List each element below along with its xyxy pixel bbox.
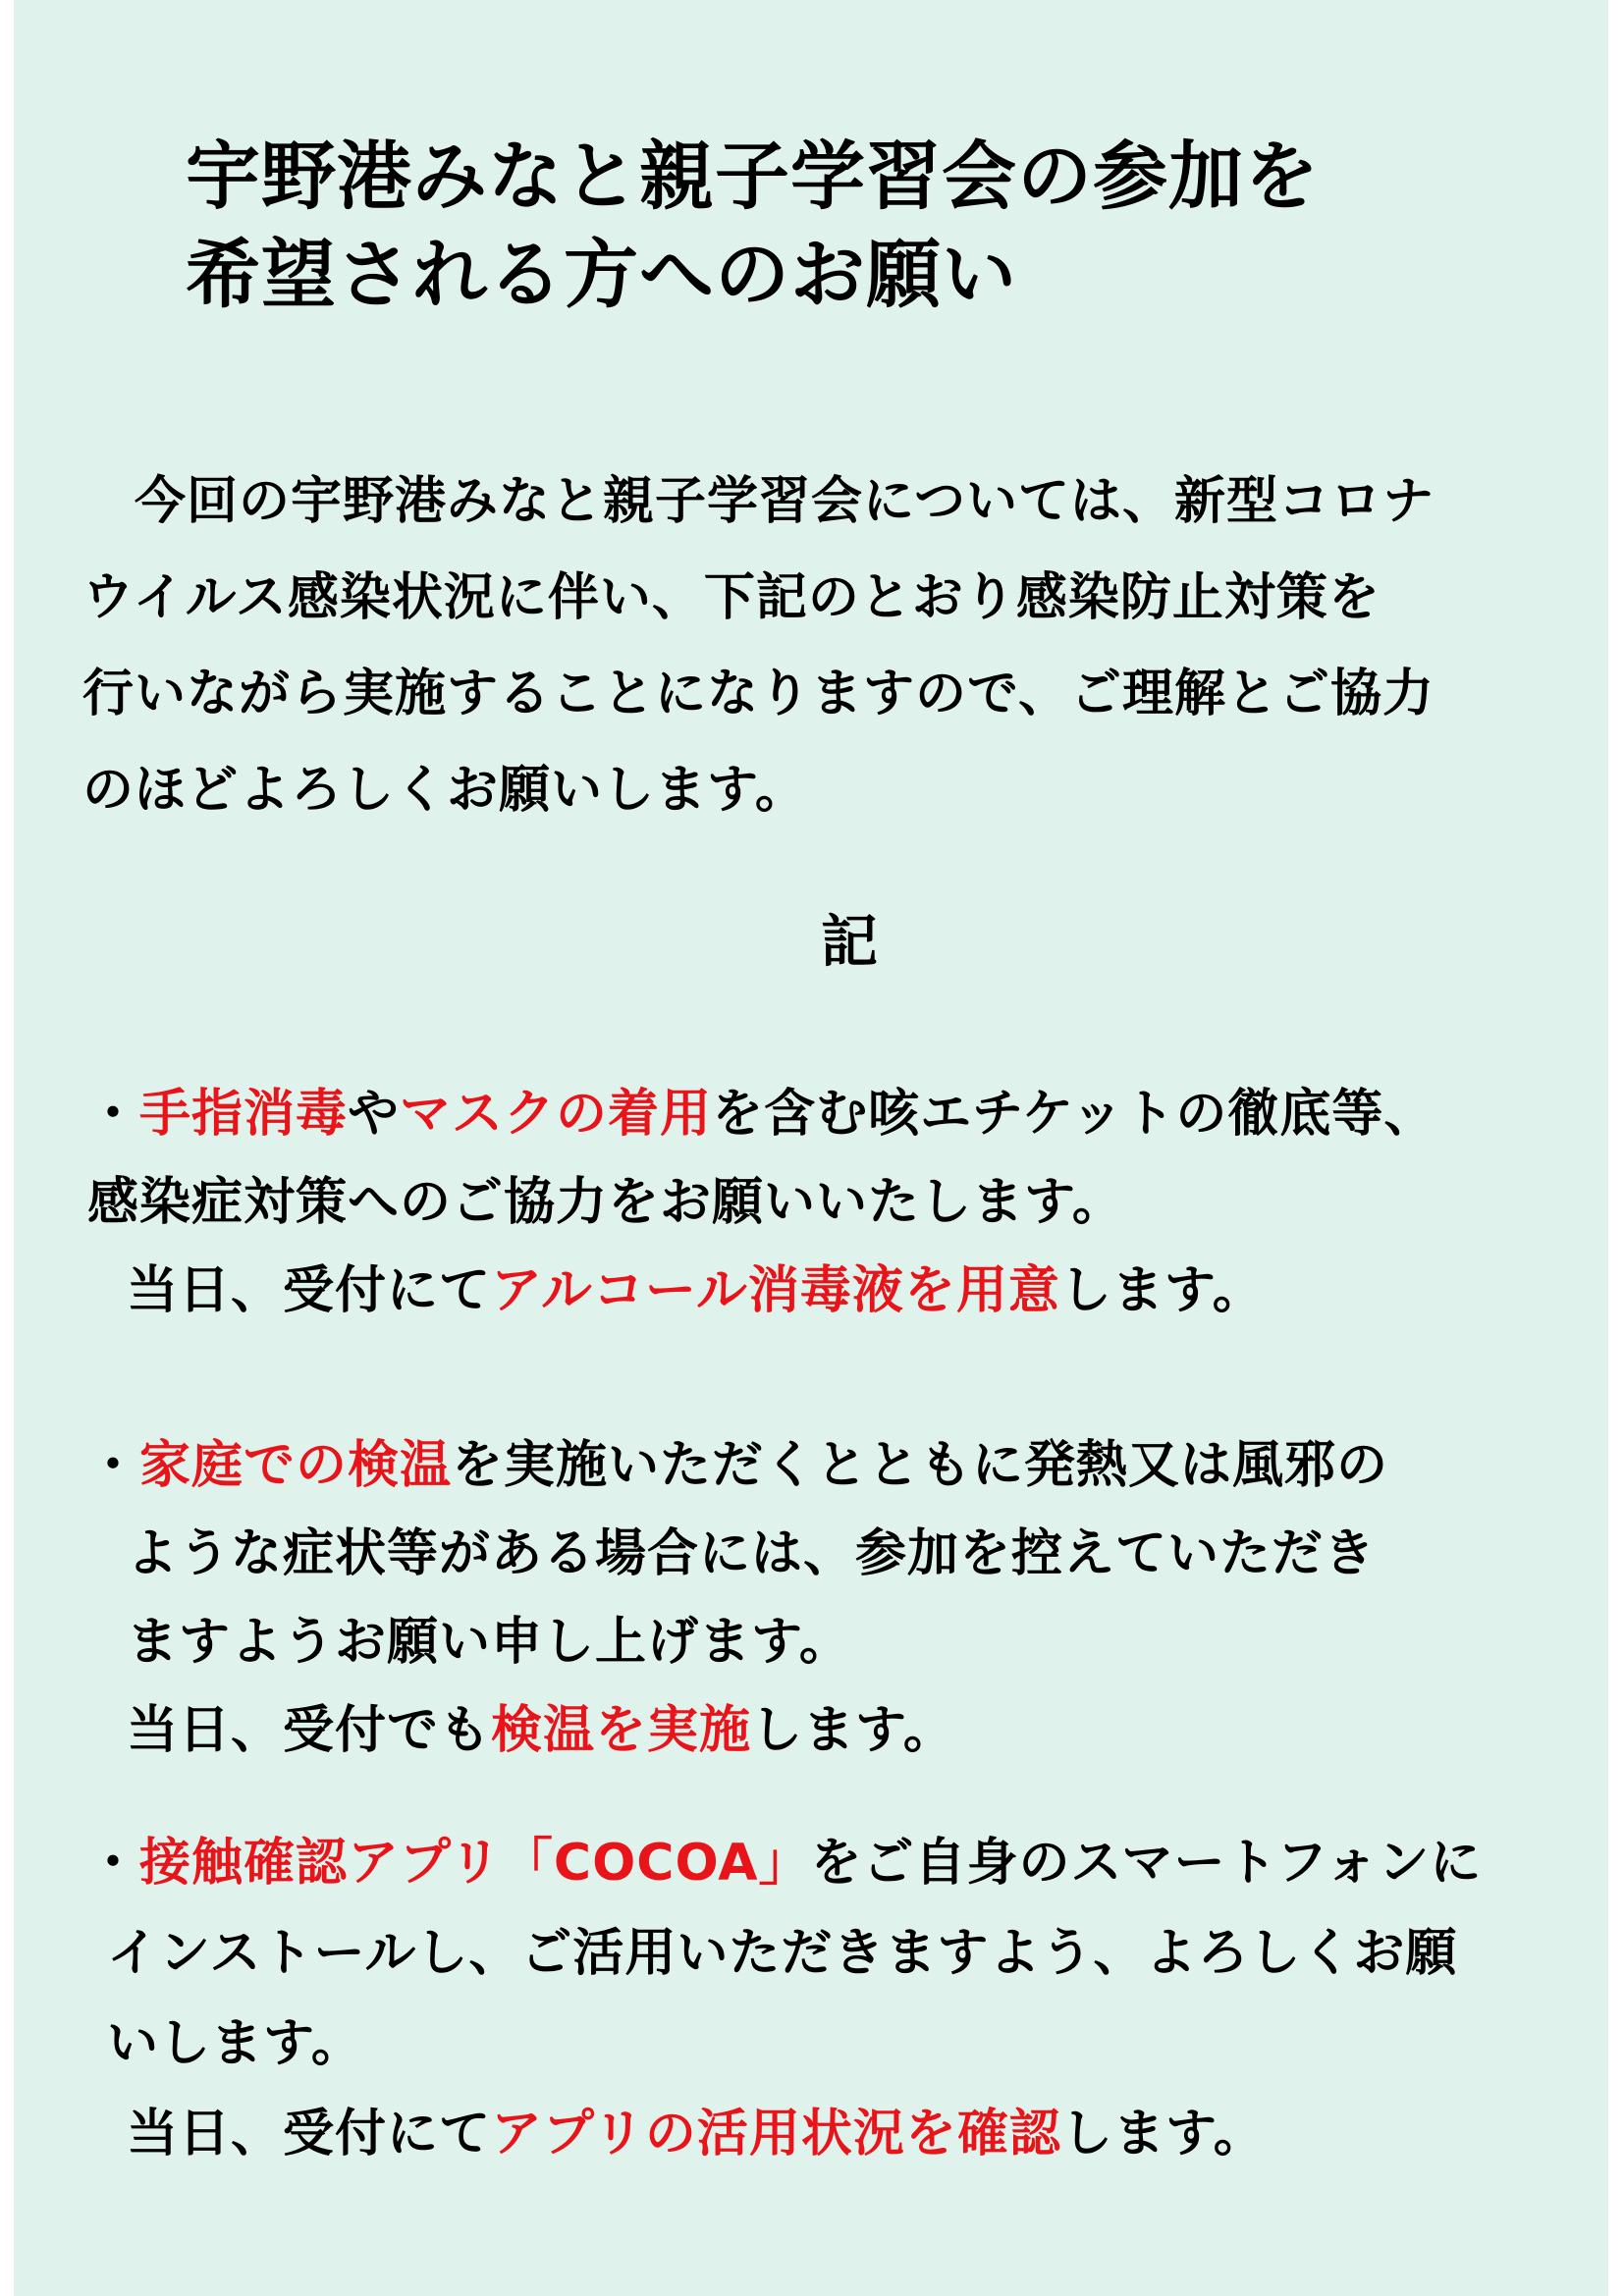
ki-heading: 記 (821, 908, 879, 975)
note-prefix: 当日、受付にて (127, 1261, 492, 1320)
item-1-line-1 (87, 1070, 1541, 1158)
item-temperature (87, 1421, 1541, 1775)
bullet: ・ (87, 1436, 140, 1495)
intro-line-2: ウイルス感染状況に伴い、下記のとおり感染防止対策を (82, 568, 1380, 627)
note-prefix: 当日、受付にて (127, 2105, 492, 2163)
title-line-1: 宇野港みなと親子学習会の参加を (186, 133, 1320, 220)
item-3-line-2: インストールし、ご活用いただきますよう、よろしくお願 (107, 1924, 1458, 1983)
note-suffix: します。 (1060, 2105, 1266, 2163)
highlight-app-check: アプリの活用状況を確認 (491, 2105, 1061, 2163)
item-2-note (87, 1686, 1541, 1775)
highlight-alcohol: アルコール消毒液を用意 (491, 1261, 1060, 1320)
item-2-line-3: ますようお願い申し上げます。 (127, 1613, 851, 1672)
item-2-line-1 (87, 1421, 1541, 1510)
intro-line-4: のほどよろしくお願いします。 (82, 761, 807, 820)
note-suffix: します。 (751, 1701, 955, 1760)
item-3-line-1 (87, 1818, 1541, 1908)
item-2-line-2: ような症状等がある場合には、参加を控えていただき (127, 1524, 1377, 1583)
item-1-line-2: 感染症対策へのご協力をお願いいたします。 (87, 1173, 1124, 1232)
item-hand-hygiene (87, 1070, 1541, 1335)
intro-line-1: 今回の宇野港みなと親子学習会については、新型コロナ (82, 472, 1435, 531)
item-1-text-b: を含む咳エチケットの徹底等、 (712, 1085, 1436, 1144)
item-2-text-a: を実施いただくとともに発熱又は風邪の (452, 1436, 1389, 1495)
item-1-note (87, 1247, 1541, 1335)
title-line-2: 希望される方へのお願い (186, 231, 1017, 318)
note-prefix: 当日、受付でも (127, 1701, 492, 1760)
highlight-cocoa: 接触確認アプリ「COCOA」 (139, 1834, 811, 1893)
highlight-mask: マスクの着用 (400, 1085, 713, 1144)
note-suffix: します。 (1059, 1261, 1265, 1320)
highlight-hand-disinfection: 手指消毒 (139, 1085, 349, 1144)
highlight-temperature-check: 検温を実施 (491, 1701, 752, 1760)
item-3-note (87, 2089, 1541, 2179)
intro-paragraph (82, 454, 1536, 838)
page-title (186, 128, 1320, 324)
flyer-page (14, 0, 1608, 2296)
bullet: ・ (87, 1085, 140, 1144)
intro-line-3: 行いながら実施することになりますので、ご理解とご協力 (82, 665, 1435, 723)
item-3-line-3: いします。 (107, 2014, 363, 2073)
item-3-text-a: をご自身のスマートフォンに (810, 1834, 1483, 1893)
highlight-home-temperature: 家庭での検温 (139, 1436, 453, 1495)
bullet: ・ (87, 1834, 140, 1893)
item-1-text-a: や (348, 1085, 401, 1144)
item-cocoa-app (87, 1818, 1541, 2179)
